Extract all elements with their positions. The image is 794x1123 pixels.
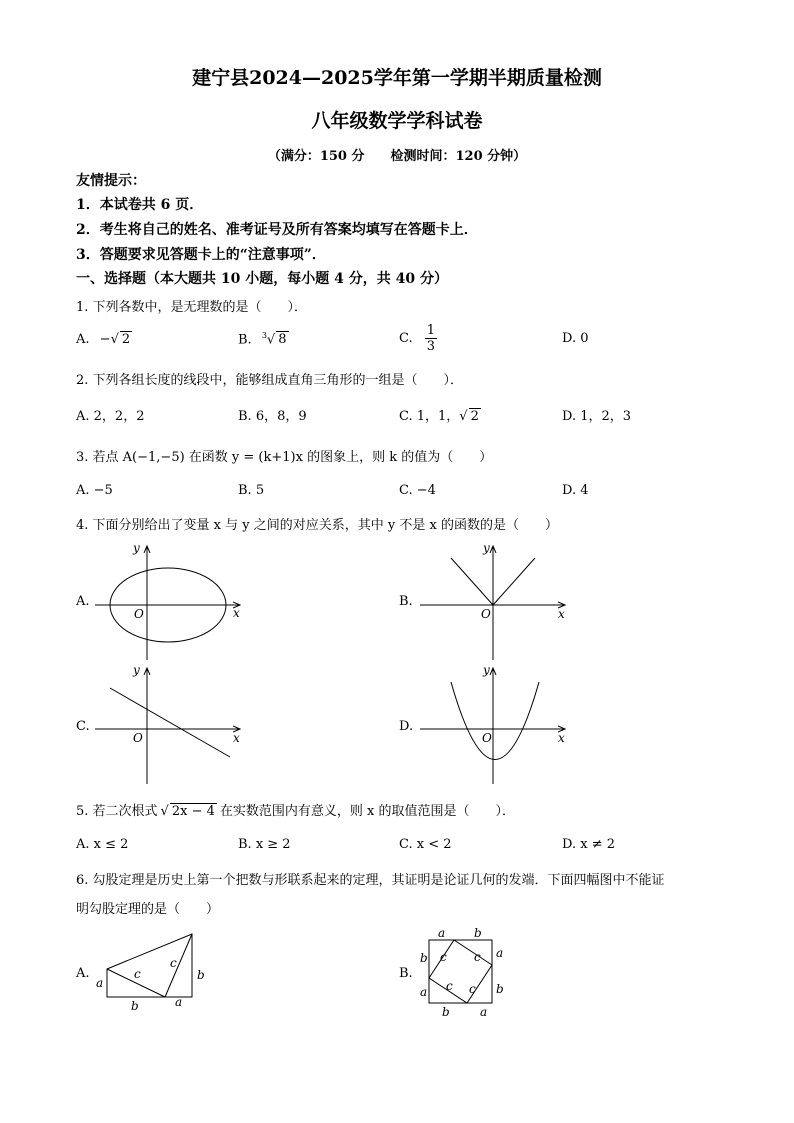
denominator: 3 — [426, 339, 436, 354]
q5-option-b: B. x ≥ 2 — [238, 837, 291, 852]
root-index: 3 — [261, 331, 267, 340]
origin-label: O — [134, 607, 144, 621]
radicand: 2x − 4 — [171, 804, 215, 819]
label-b: b — [496, 982, 504, 996]
q4-option-c-label: C. — [76, 719, 90, 734]
q4-option-b-label: B. — [399, 594, 413, 609]
q3-option-a: A. −5 — [76, 483, 113, 498]
label-b: b — [420, 951, 428, 965]
q4-option-d-label: D. — [399, 719, 414, 734]
question-2-stem: 2. 下列各组长度的线段中，能够组成直角三角形的一组是（ ）． — [76, 373, 464, 388]
section-heading: 一、选择题（本大题共 10 小题，每小题 4 分，共 40 分） — [76, 271, 448, 287]
label-b: b — [474, 926, 482, 940]
minus-sign: − — [99, 332, 111, 347]
axis-y-label: y — [133, 541, 140, 555]
label-a: a — [480, 1005, 488, 1019]
figure-a-trapezoid — [90, 928, 220, 1016]
q3-option-c: C. −4 — [399, 483, 436, 498]
q6-option-b-label: B. — [399, 966, 413, 981]
q2-option-c: C. 1，1，√ 2 — [399, 409, 479, 424]
label-c: c — [440, 950, 447, 964]
label-c: c — [170, 956, 177, 970]
question-3-stem: 3. 若点 A(−1,−5) 在函数 y = (k+1)x 的图象上，则 k 的值为（ ） — [76, 450, 493, 465]
axis-x-label: x — [233, 731, 240, 745]
radicand: 2 — [470, 409, 479, 424]
graph-a-ellipse — [90, 538, 250, 663]
axis-x-label: x — [558, 607, 565, 621]
question-6-stem-line1: 6. 勾股定理是历史上第一个把数与形联系起来的定理，其证明是论证几何的发端．下面四幅图中不能证 — [76, 873, 665, 888]
label-a: a — [496, 946, 504, 960]
option-text: C. 1，1， — [399, 409, 460, 424]
label-c: c — [469, 982, 476, 996]
stem-pre: 5. 若二次根式 — [76, 804, 158, 819]
radicand: 2 — [121, 332, 131, 347]
q5-option-a: A. x ≤ 2 — [76, 837, 129, 852]
q1-option-a: A. −√ 2 — [76, 332, 131, 347]
axis-x-label: x — [233, 606, 240, 620]
q4-option-a-label: A. — [76, 594, 90, 609]
origin-label: O — [482, 731, 492, 745]
label-a: a — [175, 995, 183, 1009]
q2-option-b: B. 6，8，9 — [238, 409, 307, 424]
tip-item: 3．答题要求见答题卡上的“注意事项”． — [76, 247, 326, 263]
q5-option-c: C. x < 2 — [399, 837, 452, 852]
question-4-stem: 4. 下面分别给出了变量 x 与 y 之间的对应关系，其中 y 不是 x 的函数的是（ ） — [76, 518, 558, 533]
axis-y-label: y — [483, 541, 490, 555]
option-label: C. — [399, 331, 413, 346]
exam-subtitle: 八年级数学学科试卷 — [311, 110, 483, 132]
label-c: c — [134, 967, 141, 981]
q2-option-a: A. 2，2，2 — [76, 409, 145, 424]
origin-label: O — [481, 607, 491, 621]
label-b: b — [131, 999, 139, 1013]
exam-info: （满分：150 分 检测时间：120 分钟） — [267, 149, 527, 164]
graph-c-line — [90, 662, 250, 787]
tips-heading: 友情提示： — [76, 173, 146, 189]
stem-post: 在实数范围内有意义，则 x 的取值范围是（ ）． — [219, 804, 515, 819]
axis-x-label: x — [558, 731, 565, 745]
radicand: 8 — [278, 332, 287, 348]
axis-y-label: y — [133, 663, 140, 677]
question-5-stem: 5. 若二次根式 √ 2x − 4 在实数范围内有意义，则 x 的取值范围是（ ）． — [76, 804, 515, 819]
q2-option-d: D. 1，2，3 — [562, 409, 632, 424]
label-a: a — [96, 976, 104, 990]
label-c: c — [446, 979, 453, 993]
fraction — [425, 323, 437, 354]
exam-title: 建宁县2024—2025学年第一学期半期质量检测 — [192, 67, 602, 89]
q6-option-a-label: A. — [76, 966, 90, 981]
q3-option-b: B. 5 — [238, 483, 265, 498]
question-1-stem: 1. 下列各数中，是无理数的是（ ）． — [76, 300, 308, 315]
q1-option-c — [399, 323, 437, 354]
numerator: 1 — [426, 323, 436, 338]
tip-item: 2．考生将自己的姓名、准考证号及所有答案均填写在答题卡上． — [76, 222, 478, 238]
axis-y-label: y — [483, 663, 490, 677]
option-label: A. — [76, 332, 90, 347]
figure-b-square — [412, 925, 512, 1021]
tip-item: 1．本试卷共 6 页． — [76, 197, 204, 213]
label-a: a — [420, 985, 428, 999]
label-b: b — [442, 1005, 450, 1019]
option-label: B. — [238, 332, 252, 348]
graph-b-abs-value — [415, 538, 575, 663]
label-b: b — [197, 968, 205, 982]
q3-option-d: D. 4 — [562, 483, 589, 498]
q1-option-b: B. $^3$√ 8 — [238, 331, 287, 348]
graph-d-parabola — [415, 662, 575, 787]
label-c: c — [474, 950, 481, 964]
origin-label: O — [133, 731, 143, 745]
q5-option-d: D. x ≠ 2 — [562, 837, 615, 852]
q1-option-d: D. 0 — [562, 331, 589, 346]
question-6-stem-line2: 明勾股定理的是（ ） — [76, 902, 220, 917]
label-a: a — [438, 926, 446, 940]
